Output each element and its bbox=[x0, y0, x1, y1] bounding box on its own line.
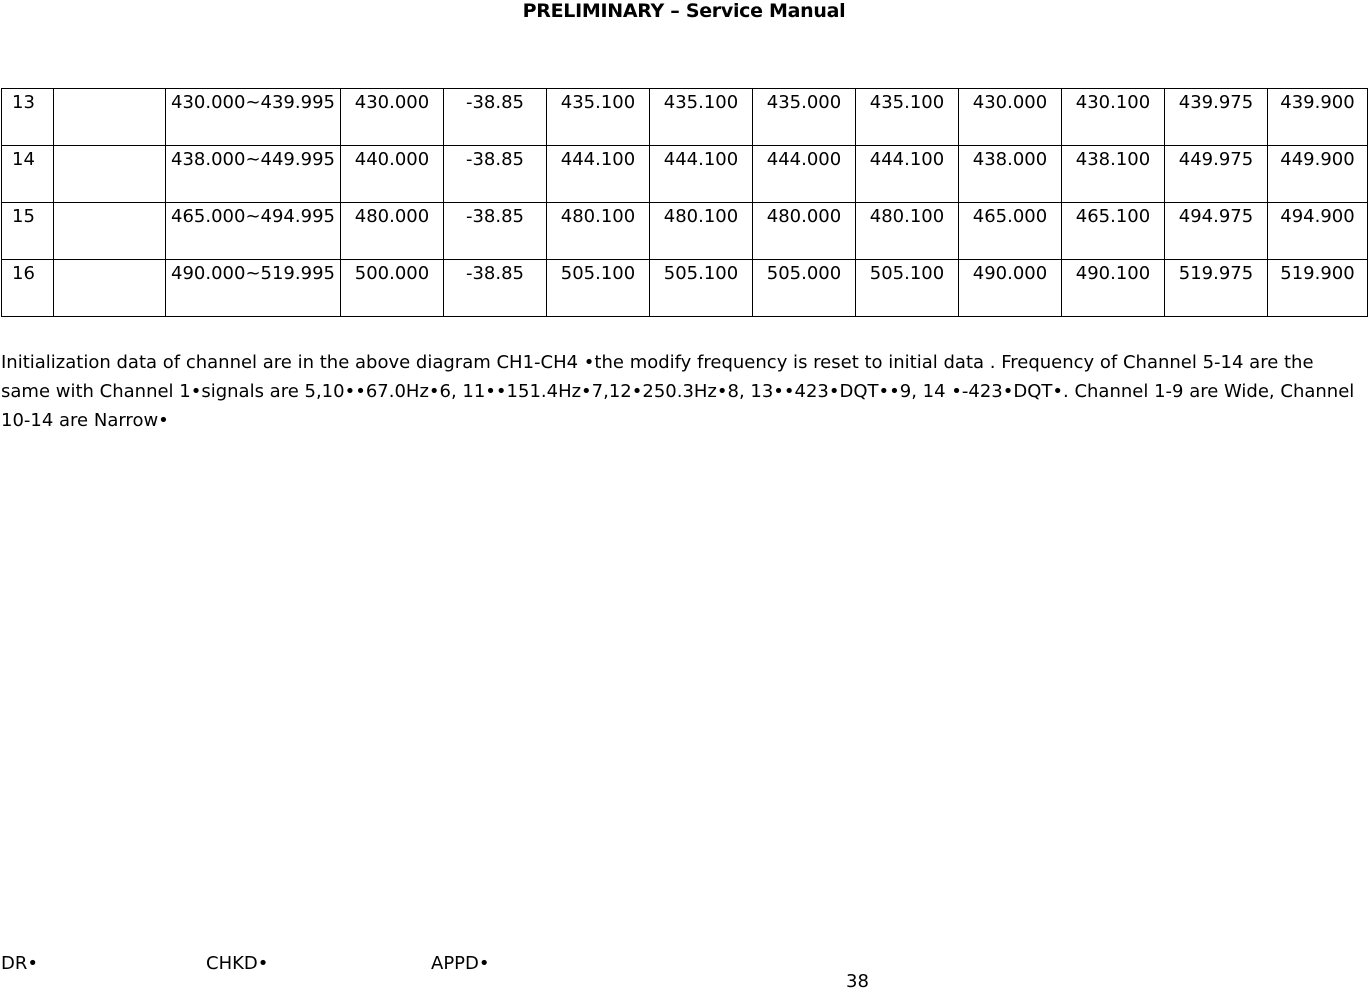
value-cell: 440.000 bbox=[341, 146, 444, 203]
channel-cell: 13 bbox=[2, 89, 54, 146]
value-cell: 449.975 bbox=[1165, 146, 1268, 203]
frequency-table bbox=[1, 88, 1368, 317]
value-cell: 490.100 bbox=[1062, 260, 1165, 317]
value-cell: 449.900 bbox=[1268, 146, 1368, 203]
blank-cell bbox=[54, 203, 166, 260]
value-cell: 480.000 bbox=[341, 203, 444, 260]
range-cell: 490.000~519.995 bbox=[166, 260, 341, 317]
value-cell: 435.000 bbox=[753, 89, 856, 146]
blank-cell bbox=[54, 146, 166, 203]
appd-label: APPD• bbox=[431, 953, 490, 974]
dr-label: DR• bbox=[1, 953, 38, 974]
value-cell: 519.975 bbox=[1165, 260, 1268, 317]
value-cell: -38.85 bbox=[444, 89, 547, 146]
table-row bbox=[2, 260, 1368, 317]
range-cell: 438.000~449.995 bbox=[166, 146, 341, 203]
value-cell: 438.100 bbox=[1062, 146, 1165, 203]
value-cell: 439.975 bbox=[1165, 89, 1268, 146]
value-cell: 444.100 bbox=[547, 146, 650, 203]
page-header-title: PRELIMINARY – Service Manual bbox=[522, 0, 846, 22]
initialization-note: Initialization data of channel are in the above diagram CH1-CH4 •the modify frequency is reset to initial data . Frequency of Channel 5-14 are the same with Channel 1•signals are 5,10••67.0Hz•6, 11••151.4Hz•7,12•250.3Hz•8, 13••423•DQT••9, 14 •-423•DQT•. Channel 1-9 are Wide, Channel 10-14 are Narrow• bbox=[1, 352, 1355, 431]
range-cell: 465.000~494.995 bbox=[166, 203, 341, 260]
value-cell: -38.85 bbox=[444, 203, 547, 260]
value-cell: 465.000 bbox=[959, 203, 1062, 260]
value-cell: 490.000 bbox=[959, 260, 1062, 317]
value-cell: 519.900 bbox=[1268, 260, 1368, 317]
page-number: 38 bbox=[846, 971, 869, 992]
value-cell: 494.975 bbox=[1165, 203, 1268, 260]
value-cell: 444.000 bbox=[753, 146, 856, 203]
table-row bbox=[2, 89, 1368, 146]
value-cell: 430.000 bbox=[341, 89, 444, 146]
channel-cell: 16 bbox=[2, 260, 54, 317]
value-cell: 430.000 bbox=[959, 89, 1062, 146]
value-cell: 505.000 bbox=[753, 260, 856, 317]
value-cell: -38.85 bbox=[444, 260, 547, 317]
value-cell: -38.85 bbox=[444, 146, 547, 203]
blank-cell bbox=[54, 89, 166, 146]
chkd-label: CHKD• bbox=[206, 953, 269, 974]
channel-cell: 15 bbox=[2, 203, 54, 260]
value-cell: 435.100 bbox=[650, 89, 753, 146]
value-cell: 435.100 bbox=[856, 89, 959, 146]
value-cell: 438.000 bbox=[959, 146, 1062, 203]
value-cell: 439.900 bbox=[1268, 89, 1368, 146]
channel-cell: 14 bbox=[2, 146, 54, 203]
value-cell: 480.100 bbox=[547, 203, 650, 260]
value-cell: 435.100 bbox=[547, 89, 650, 146]
value-cell: 500.000 bbox=[341, 260, 444, 317]
blank-cell bbox=[54, 260, 166, 317]
value-cell: 505.100 bbox=[547, 260, 650, 317]
value-cell: 430.100 bbox=[1062, 89, 1165, 146]
value-cell: 465.100 bbox=[1062, 203, 1165, 260]
value-cell: 444.100 bbox=[856, 146, 959, 203]
table-row bbox=[2, 203, 1368, 260]
value-cell: 480.100 bbox=[856, 203, 959, 260]
value-cell: 444.100 bbox=[650, 146, 753, 203]
value-cell: 480.000 bbox=[753, 203, 856, 260]
range-cell: 430.000~439.995 bbox=[166, 89, 341, 146]
value-cell: 505.100 bbox=[650, 260, 753, 317]
table-row bbox=[2, 146, 1368, 203]
value-cell: 480.100 bbox=[650, 203, 753, 260]
value-cell: 505.100 bbox=[856, 260, 959, 317]
value-cell: 494.900 bbox=[1268, 203, 1368, 260]
